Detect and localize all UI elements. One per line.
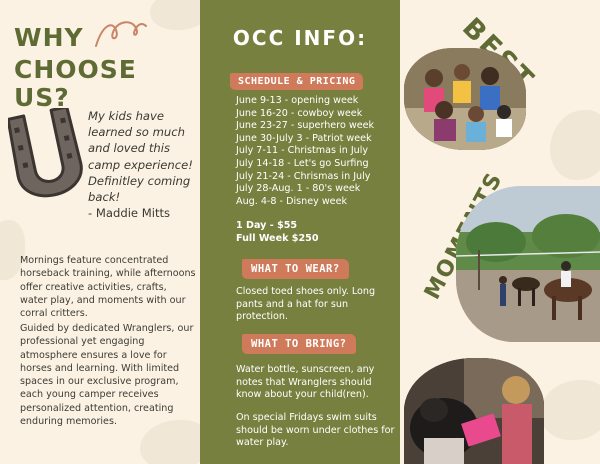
- horse-riding-photo: [456, 186, 600, 342]
- title-line-1: WHY: [14, 23, 84, 52]
- schedule-item: July 28-Aug. 1 - 80's week: [236, 183, 361, 195]
- quote-author: - Maddie Mitts: [88, 206, 171, 221]
- testimonial-quote: [88, 108, 196, 221]
- schedule-heading: SCHEDULE & PRICING: [230, 73, 363, 90]
- squiggle-decoration: [92, 16, 148, 52]
- what-to-wear-heading: WHAT TO WEAR?: [242, 259, 349, 279]
- horseshoe-icon: [8, 108, 88, 218]
- price-week: Full Week $250: [236, 233, 319, 244]
- what-to-bring-heading: WHAT TO BRING?: [242, 334, 356, 354]
- intro-paragraph: Mornings feature concentrated horseback training, while afternoons offer creative activities, crafts, water play, and moments with our corral critters.: [20, 255, 196, 320]
- schedule-list: [236, 95, 396, 208]
- schedule-item: June 30-July 3 - Patriot week: [236, 132, 372, 144]
- quote-text: My kids have learned so much and loved this camp experience! Definitley coming back!: [88, 109, 193, 205]
- leaf-decoration: [550, 110, 600, 180]
- special-fridays-text: On special Fridays swim suits should be worn under clothes for water play.: [236, 412, 395, 449]
- schedule-item: July 7-11 - Christmas in July: [236, 145, 369, 157]
- schedule-item: Aug. 4-8 - Disney week: [236, 195, 348, 207]
- schedule-item: June 23-27 - superhero week: [236, 120, 375, 132]
- schedule-item: June 16-20 - cowboy week: [236, 107, 363, 119]
- schedule-item: July 21-24 - Chrismas in July: [236, 170, 371, 182]
- occ-info-title: OCC INFO:: [232, 26, 368, 50]
- left-panel: [0, 0, 200, 464]
- what-to-wear-text: Closed toed shoes only. Long pants and a hat for sun protection.: [236, 286, 376, 323]
- wranglers-paragraph: Guided by dedicated Wranglers, our professional yet engaging atmosphere ensures a love for horses and learning. With limited spaces in our exclusive program, each young camper receives personalized attention, creating enduring memories.: [20, 323, 194, 428]
- leaf-decoration: [540, 380, 600, 440]
- title-line-2: CHOOSE US?: [14, 55, 137, 112]
- schedule-item: July 14-18 - Let's go Surfing: [236, 157, 369, 169]
- campers-group-photo: [404, 48, 526, 150]
- girl-with-horse-photo: [404, 358, 544, 464]
- what-to-bring-text: Water bottle, sunscreen, any notes that Wranglers should know about your child(ren).: [236, 364, 375, 401]
- price-day: 1 Day - $55: [236, 220, 298, 231]
- schedule-item: June 9-13 - opening week: [236, 95, 359, 106]
- middle-panel: [200, 0, 400, 464]
